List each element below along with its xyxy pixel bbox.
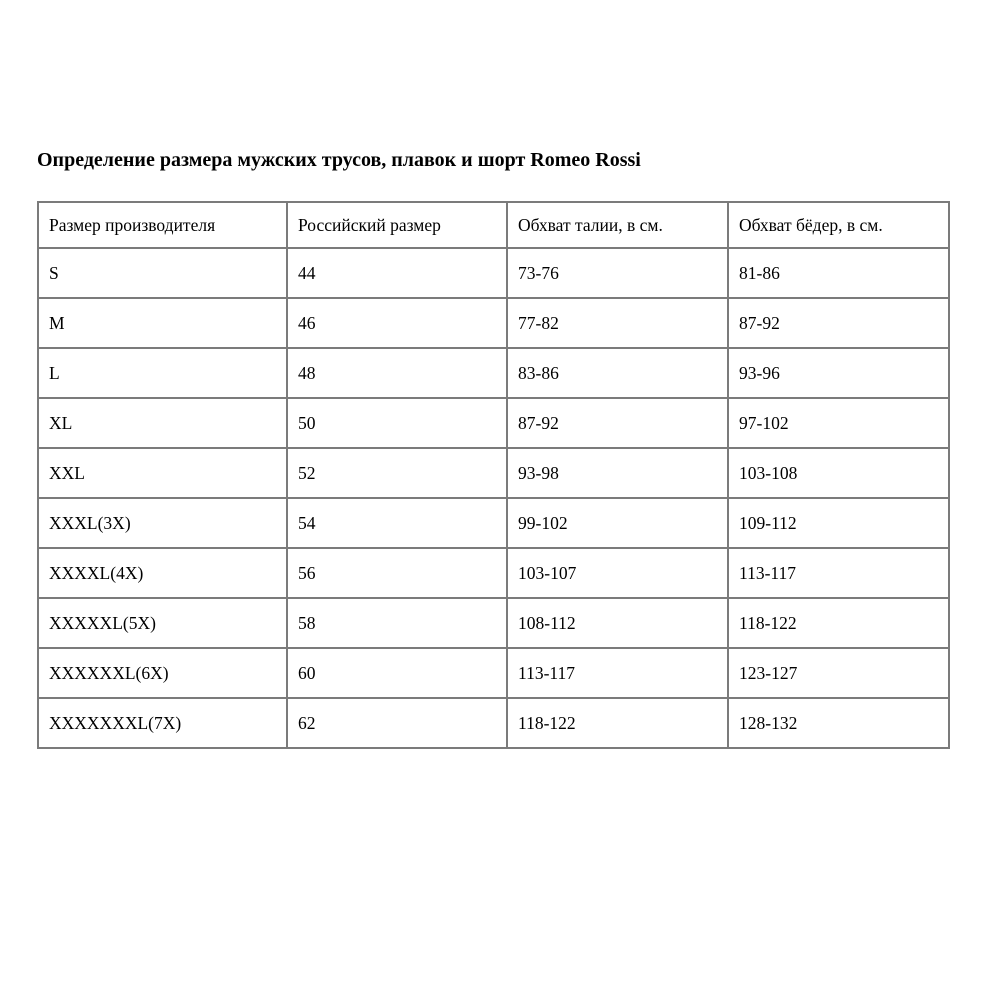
cell-size: XXXXXL(5X) bbox=[38, 598, 287, 648]
cell-size: S bbox=[38, 248, 287, 298]
cell-hips: 113-117 bbox=[728, 548, 949, 598]
cell-hips: 128-132 bbox=[728, 698, 949, 748]
cell-hips: 81-86 bbox=[728, 248, 949, 298]
cell-waist: 87-92 bbox=[507, 398, 728, 448]
size-chart-table bbox=[37, 201, 950, 749]
cell-hips: 118-122 bbox=[728, 598, 949, 648]
cell-waist: 93-98 bbox=[507, 448, 728, 498]
cell-hips: 93-96 bbox=[728, 348, 949, 398]
cell-size: XXXXXXL(6X) bbox=[38, 648, 287, 698]
cell-size: XXXXXXXL(7X) bbox=[38, 698, 287, 748]
cell-ru-size: 46 bbox=[287, 298, 507, 348]
table-row bbox=[38, 548, 949, 598]
cell-size: XXL bbox=[38, 448, 287, 498]
table-row bbox=[38, 348, 949, 398]
table-row bbox=[38, 248, 949, 298]
cell-hips: 123-127 bbox=[728, 648, 949, 698]
cell-ru-size: 52 bbox=[287, 448, 507, 498]
cell-size: XL bbox=[38, 398, 287, 448]
cell-ru-size: 56 bbox=[287, 548, 507, 598]
cell-hips: 97-102 bbox=[728, 398, 949, 448]
header-russian-size: Российский размер bbox=[287, 202, 507, 248]
cell-ru-size: 58 bbox=[287, 598, 507, 648]
header-hip-girth: Обхват бёдер, в см. bbox=[728, 202, 949, 248]
cell-ru-size: 62 bbox=[287, 698, 507, 748]
cell-size: L bbox=[38, 348, 287, 398]
page-title: Определение размера мужских трусов, плавок и шорт Romeo Rossi bbox=[37, 149, 641, 171]
cell-ru-size: 44 bbox=[287, 248, 507, 298]
header-manufacturer-size: Размер производителя bbox=[38, 202, 287, 248]
cell-ru-size: 54 bbox=[287, 498, 507, 548]
cell-waist: 113-117 bbox=[507, 648, 728, 698]
cell-waist: 83-86 bbox=[507, 348, 728, 398]
cell-waist: 108-112 bbox=[507, 598, 728, 648]
table-row bbox=[38, 448, 949, 498]
table-row bbox=[38, 298, 949, 348]
header-waist-girth: Обхват талии, в см. bbox=[507, 202, 728, 248]
cell-waist: 118-122 bbox=[507, 698, 728, 748]
cell-hips: 109-112 bbox=[728, 498, 949, 548]
table-header-row bbox=[38, 202, 949, 248]
cell-size: XXXXL(4X) bbox=[38, 548, 287, 598]
table-row bbox=[38, 648, 949, 698]
cell-waist: 103-107 bbox=[507, 548, 728, 598]
cell-waist: 77-82 bbox=[507, 298, 728, 348]
cell-hips: 103-108 bbox=[728, 448, 949, 498]
cell-size: M bbox=[38, 298, 287, 348]
cell-ru-size: 48 bbox=[287, 348, 507, 398]
cell-ru-size: 50 bbox=[287, 398, 507, 448]
table-row bbox=[38, 598, 949, 648]
cell-size: XXXL(3X) bbox=[38, 498, 287, 548]
table-row bbox=[38, 398, 949, 448]
cell-hips: 87-92 bbox=[728, 298, 949, 348]
table-row bbox=[38, 498, 949, 548]
cell-waist: 99-102 bbox=[507, 498, 728, 548]
table-row bbox=[38, 698, 949, 748]
cell-ru-size: 60 bbox=[287, 648, 507, 698]
cell-waist: 73-76 bbox=[507, 248, 728, 298]
